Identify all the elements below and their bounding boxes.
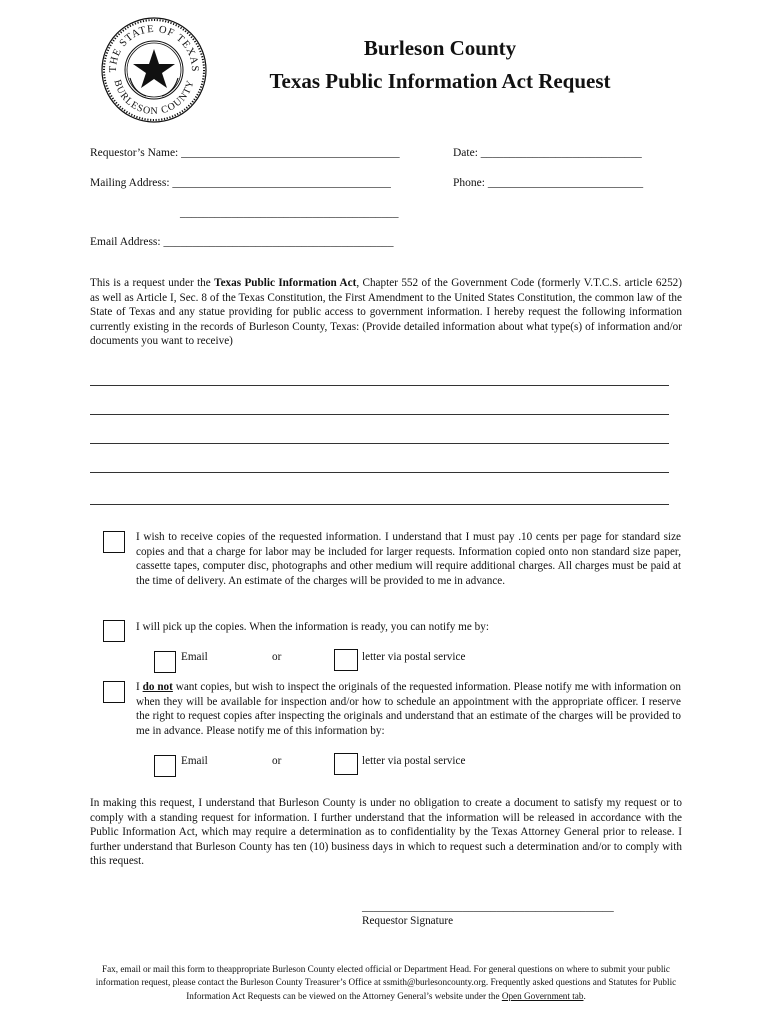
pickup-checkbox[interactable] <box>103 620 125 642</box>
seal-text-top: THE STATE OF TEXAS <box>107 23 201 73</box>
pickup-email-label: Email <box>181 651 208 663</box>
inspect-postal-label: letter via postal service <box>362 755 466 767</box>
copies-checkbox[interactable] <box>103 531 125 553</box>
pickup-email-checkbox[interactable] <box>154 651 176 673</box>
footer-note <box>90 963 682 1003</box>
county-seal <box>100 16 208 124</box>
date-field[interactable]: Date: ____________________________ <box>453 147 642 159</box>
closing-paragraph: In making this request, I understand that Burleson County is under no obligation to create a document to satisfy my request or to comply with a standing request for information. I further understand that the information will be released in accordance with the Public Information Act, which may require a determination as to confidentiality by the Texas Attorney General prior to release. I further understand that Burleson County has ten (10) business days in which to request such a determination and/or to comply with this request. <box>90 797 682 868</box>
intro-act-name: Texas Public Information Act <box>214 277 357 289</box>
pickup-postal-checkbox[interactable] <box>334 649 358 671</box>
request-line-2[interactable] <box>90 414 669 415</box>
signature-line[interactable]: _____________________________________________ <box>362 901 614 913</box>
intro-text-2: , Chapter 552 of the Government Code (formerly V.T.C.S. article 6252) as well as Article I, Sec. 8 of the Texas Constitution, the First Amendment to the United States Constitution, the common law of the State of Texas and any statue providing for public access to government information. I hereby request the following information currently existing in the records of Burleson County, Texas: (Provide detailed information about what type(s) of information and/or documents you want to receive) <box>90 277 682 348</box>
pickup-postal-label: letter via postal service <box>362 651 466 663</box>
signature-label: Requestor Signature <box>362 915 454 927</box>
request-line-4[interactable] <box>90 472 669 473</box>
inspect-email-checkbox[interactable] <box>154 755 176 777</box>
request-line-1[interactable] <box>90 385 669 386</box>
form-title: Texas Public Information Act Request <box>269 69 611 93</box>
intro-text-1: This is a request under the <box>90 277 215 289</box>
request-line-5[interactable] <box>90 504 669 505</box>
intro-paragraph <box>90 276 682 349</box>
seal-text-bottom: BURLESON COUNTY <box>111 78 197 118</box>
footer-end: . <box>583 990 586 1001</box>
inspect-email-label: Email <box>181 755 208 767</box>
requestor-name-field[interactable]: Requestor’s Name: ______________________________________ <box>90 147 400 159</box>
mailing-address-line2[interactable]: ______________________________________ <box>180 207 399 219</box>
pickup-text: I will pick up the copies. When the information is ready, you can notify me by: <box>136 621 489 633</box>
open-government-link[interactable]: Open Government tab <box>501 990 584 1001</box>
mailing-address-field[interactable]: Mailing Address: ______________________________________ <box>90 177 391 189</box>
footer-text: Fax, email or mail this form to theappropriate Burleson County elected official or Department Head. For general questions on where to submit your public information request, please contact the Burleson County Treasurer’s Office at ssmith@burlesoncounty.org. Frequently asked questions and Statutes for Public Information Act Requests can be viewed on the Attorney General’s website under the <box>95 964 677 1001</box>
phone-field[interactable]: Phone: ___________________________ <box>453 177 644 189</box>
request-line-3[interactable] <box>90 443 669 444</box>
inspect-text-2: want copies, but wish to inspect the originals of the requested information. Please notify me with information on when they will be available for inspection and/or how to schedule an appointment with the appropriate officer. I reserve the right to request copies after inspecting the originals and understand that an estimate of the charges will be provided to me in advance. Please notify me of this information by: <box>136 681 681 737</box>
inspect-postal-checkbox[interactable] <box>334 753 358 775</box>
inspect-text <box>136 680 681 738</box>
county-title: Burleson County <box>363 36 517 60</box>
inspect-or-label: or <box>272 755 282 767</box>
copies-text: I wish to receive copies of the requested information. I understand that I must pay .10 cents per page for standard size copies and that a charge for labor may be included for larger requests. Information copied onto non standard size paper, cassette tapes, computer disc, photographs and other medium will require additional charges. All charges must be paid at the time of delivery. An estimate of the charges will be provided to me in advance. <box>136 531 681 587</box>
inspect-checkbox[interactable] <box>103 681 125 703</box>
email-address-field[interactable]: Email Address: ________________________________________ <box>90 236 394 248</box>
inspect-do-not: do not <box>142 681 173 693</box>
inspect-text-1: I <box>136 681 143 693</box>
pickup-or-label: or <box>272 651 282 663</box>
